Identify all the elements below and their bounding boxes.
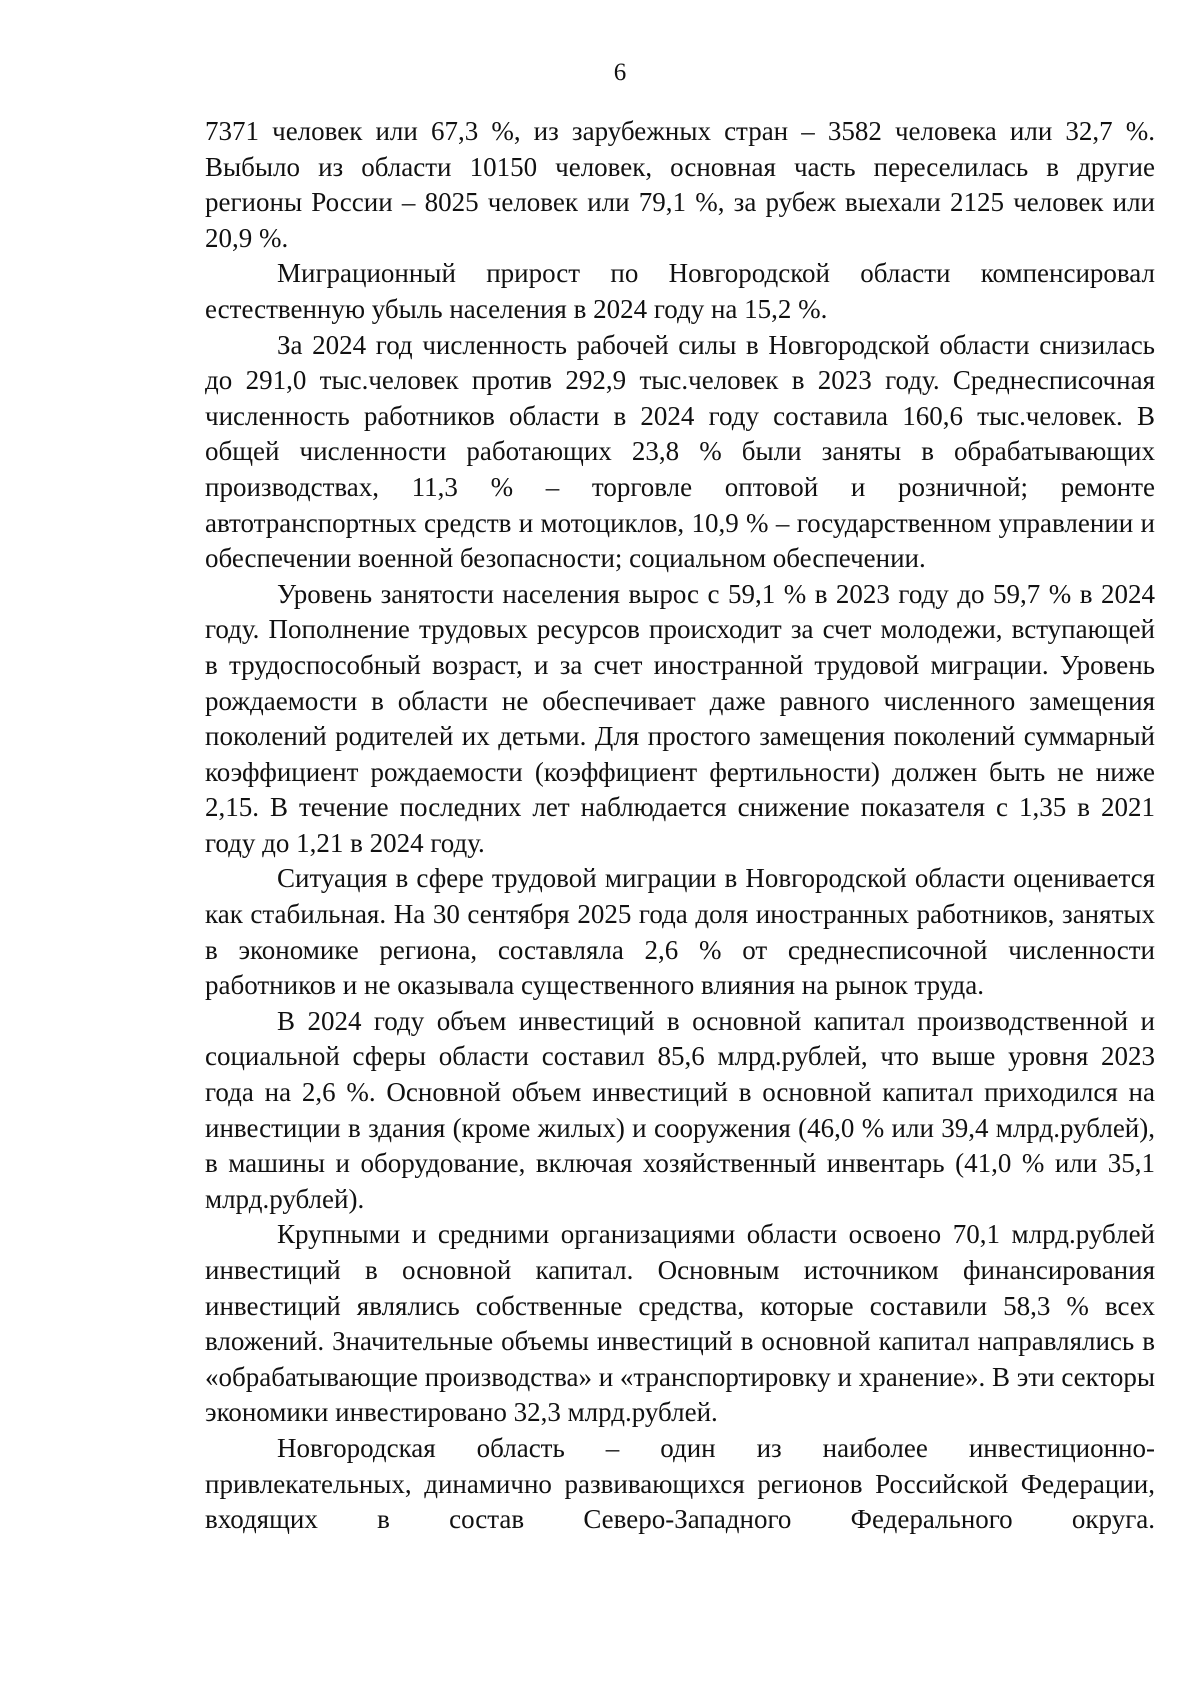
paragraph-labor-force: За 2024 год численность рабочей силы в Новгородской области снизилась до 291,0 тыс.человек против 292,9 тыс.человек в 2023 году. Среднесписочная численность работников области в 2024 году составила 160,6 тыс.человек. В общей численности работающих 23,8 % были заняты в обрабатывающих производствах, 11,3 % – торговле оптовой и розничной; ремонте автотранспортных средств и мотоциклов, 10,9 % – государственном управлении и обеспечении военной безопасности; социальном обеспечении.	[205, 329, 1155, 574]
document-body	[205, 114, 1155, 1538]
paragraph-investment-volume: В 2024 году объем инвестиций в основной капитал производственной и социальной сферы области составил 85,6 млрд.рублей, что выше уровня 2023 года на 2,6 %. Основной объем инвестиций в основной капитал приходился на инвестиции в здания (кроме жилых) и сооружения (46,0 % или 39,4 млрд.рублей), в машины и оборудование, включая хозяйственный инвентарь (41,0 % или 35,1 млрд.рублей).	[205, 1005, 1155, 1214]
paragraph-labor-migration: Ситуация в сфере трудовой миграции в Новгородской области оценивается как стабильная. На 30 сентября 2025 года доля иностранных работников, занятых в экономике региона, составляла 2,6 % от среднесписочной численности работников и не оказывала существенного влияния на рынок труда.	[205, 863, 1155, 1001]
paragraph-region-attractiveness: Новгородская область – один из наиболее инвестиционно-привлекательных, динамично развивающихся регионов Российской Федерации, входящих в состав Северо-Западного Федерального округа.	[205, 1432, 1155, 1535]
paragraph-employment-level: Уровень занятости населения вырос с 59,1 % в 2023 году до 59,7 % в 2024 году. Пополнение трудовых ресурсов происходит за счет молодежи, вступающей в трудоспособный возраст, и за счет иностранной трудовой миграции. Уровень рождаемости в области не обеспечивает даже равного численного замещения поколений родителей их детьми. Для простого замещения поколений суммарный коэффициент рождаемости (коэффициент фертильности) должен быть не ниже 2,15. В течение последних лет наблюдается снижение показателя с 1,35 в 2021 году до 1,21 в 2024 году.	[205, 578, 1155, 858]
paragraph-investment-sources: Крупными и средними организациями области освоено 70,1 млрд.рублей инвестиций в основной капитал. Основным источником финансирования инвестиций являлись собственные средства, которые составили 58,3 % всех вложений. Значительные объемы инвестиций в основной капитал направлялись в «обрабатывающие производства» и «транспортировку и хранение». В эти секторы экономики инвестировано 32,3 млрд.рублей.	[205, 1219, 1156, 1428]
page-number: 6	[613, 59, 627, 86]
paragraph-migration-inflow-outflow: 7371 человек или 67,3 %, из зарубежных стран – 3582 человека или 32,7 %. Выбыло из области 10150 человек, основная часть переселилась в другие регионы России – 8025 человек или 79,1 %, за рубеж выехали 2125 человек или 20,9 %.	[205, 116, 1155, 253]
paragraph-migration-growth: Миграционный прирост по Новгородской области компенсировал естественную убыль населения в 2024 году на 15,2 %.	[205, 258, 1155, 324]
